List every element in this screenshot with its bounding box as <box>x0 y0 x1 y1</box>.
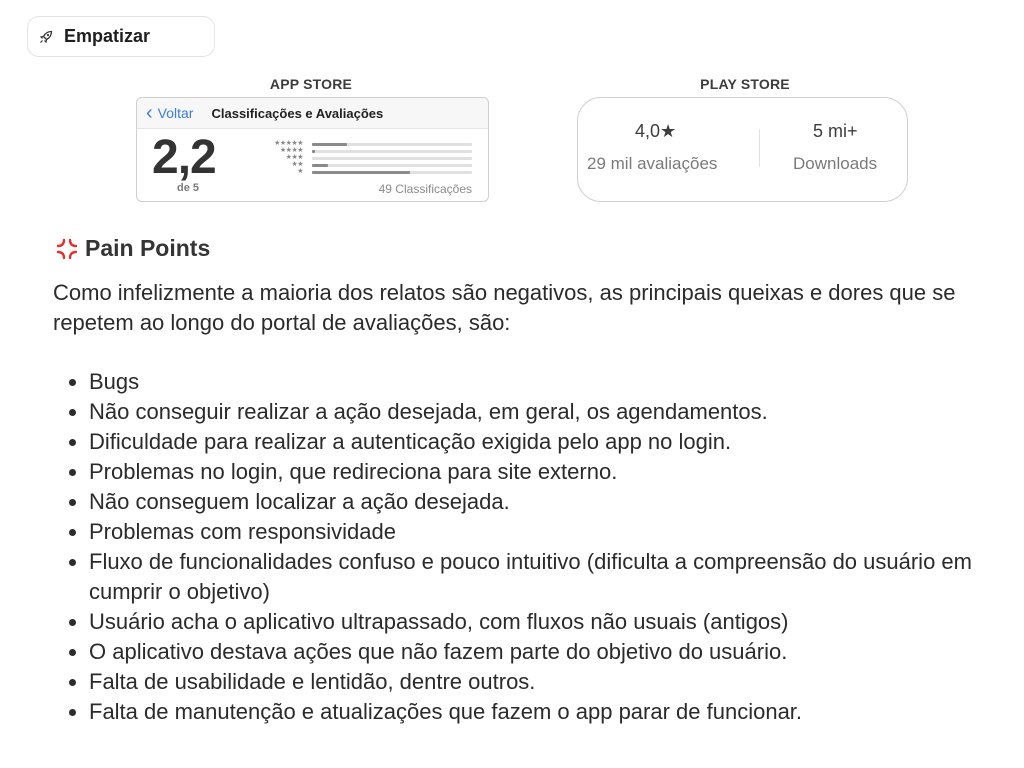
list-item: • Bugs <box>89 367 1009 397</box>
list-item: • Problemas com responsividade <box>89 517 1009 547</box>
list-item: • Dificuldade para realizar a autenticação exigida pelo app no login. <box>89 427 1009 457</box>
play-downloads-label: Downloads <box>793 154 878 173</box>
list-item: • Não conseguir realizar a ação desejada, em geral, os agendamentos. <box>89 397 1009 427</box>
star-row-2: ★★ <box>291 161 303 168</box>
list-item: • Falta de usabilidade e lentidão, dentre outros. <box>89 667 1009 697</box>
average-rating: 2,2 <box>152 131 216 184</box>
pain-points-list <box>53 367 1009 727</box>
rocket-icon <box>39 30 53 44</box>
rating-bar-4 <box>312 150 472 153</box>
play-store-card <box>577 97 908 202</box>
pain-points-title: Pain Points <box>85 235 211 261</box>
app-store-header <box>137 98 488 129</box>
star-row-3: ★★★ <box>285 154 303 161</box>
list-item: • Falta de manutenção e atualizações que fazem o app parar de funcionar. <box>89 697 1009 727</box>
empatizar-tag[interactable] <box>27 16 215 57</box>
rating-bar-1 <box>312 171 472 174</box>
play-reviews-count: 29 mil avaliações <box>587 154 718 173</box>
play-store-title: PLAY STORE <box>700 76 790 92</box>
app-store-ratings-card <box>136 97 489 202</box>
rating-distribution-bars <box>312 143 472 178</box>
list-item: • Problemas no login, que redireciona para site externo. <box>89 457 1009 487</box>
anger-symbol-icon <box>56 238 78 260</box>
chevron-left-icon: ‹ <box>146 102 153 124</box>
rating-bar-fill <box>312 150 315 153</box>
rating-bar-5 <box>312 143 472 146</box>
back-label: Voltar <box>157 105 194 121</box>
ratings-count: 49 Classificações <box>378 182 472 196</box>
pain-points-heading <box>56 235 210 262</box>
list-item: • Não conseguem localizar a ação desejada. <box>89 487 1009 517</box>
rating-bar-3 <box>312 157 472 160</box>
list-item: • O aplicativo destava ações que não fazem parte do objetivo do usuário. <box>89 637 1009 667</box>
star-row-1: ★ <box>297 168 303 175</box>
list-item: • Usuário acha o aplicativo ultrapassado, com fluxos não usuais (antigos) <box>89 607 1009 637</box>
rating-bar-fill <box>312 143 347 146</box>
star-row-4: ★★★★ <box>279 147 303 154</box>
play-downloads-value: 5 mi+ <box>813 121 858 141</box>
play-rating: 4,0★ <box>635 121 677 141</box>
play-divider <box>759 129 760 167</box>
rating-bar-fill <box>312 171 410 174</box>
pain-points-intro: Como infelizmente a maioria dos relatos são negativos, as principais queixas e dores que se repetem ao longo do portal de avaliações, são: <box>53 280 956 335</box>
rating-scale: de 5 <box>177 182 200 194</box>
star-labels <box>265 140 303 175</box>
list-item: • Fluxo de funcionalidades confuso e pouco intuitivo (dificulta a compreensão do usuário em cumprir o objetivo) <box>89 547 1009 607</box>
app-store-title: APP STORE <box>269 76 353 92</box>
back-button[interactable] <box>146 102 194 124</box>
ratings-header-title: Classificações e Avaliações <box>211 105 384 121</box>
tag-label: Empatizar <box>64 26 151 46</box>
rating-bar-fill <box>312 164 328 167</box>
star-row-5: ★★★★★ <box>274 140 303 147</box>
rating-bar-2 <box>312 164 472 167</box>
